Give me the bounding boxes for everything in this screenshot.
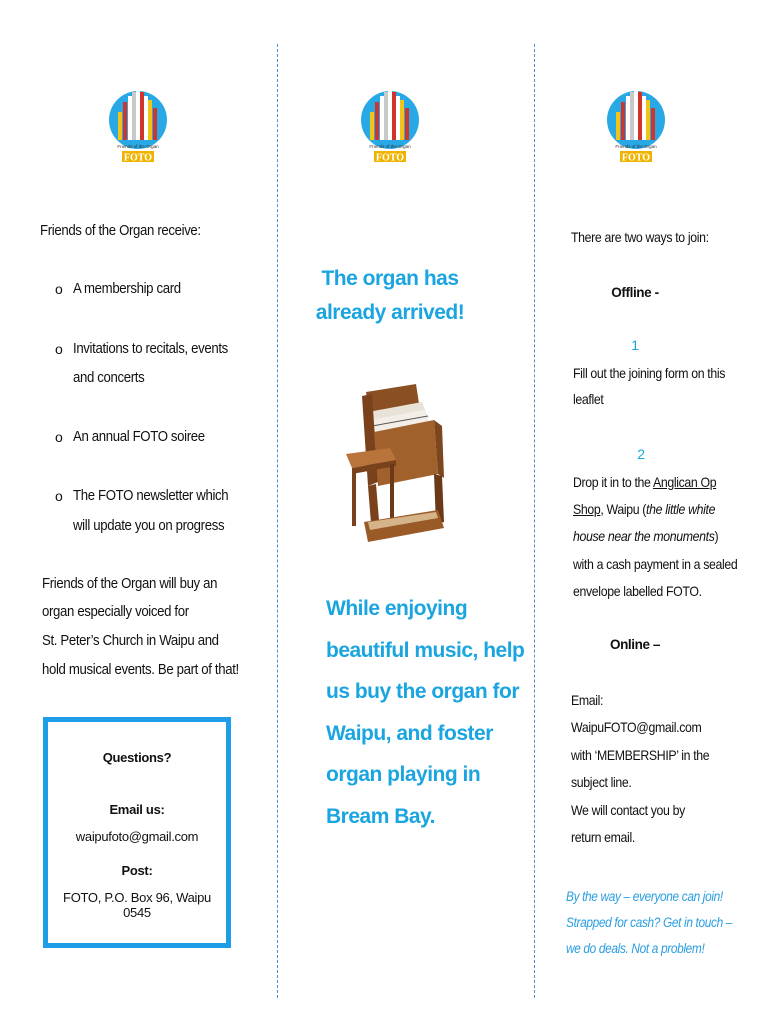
step-1-line: Fill out the joining form on this	[573, 365, 726, 381]
online-email[interactable]: WaipuFOTO@gmail.com	[571, 719, 702, 735]
benefit-item-cont: will update you on progress	[73, 517, 225, 534]
logo-name: FOTO	[123, 152, 153, 164]
op-shop-link[interactable]: Shop	[573, 501, 601, 517]
message-line: beautiful music, help	[326, 638, 525, 662]
benefits-intro: Friends of the Organ receive:	[40, 222, 201, 239]
foto-logo-graphic	[606, 88, 666, 180]
about-line: Friends of the Organ will buy an	[42, 575, 218, 592]
logo-caption: Friends of the Organ	[369, 144, 411, 149]
postal-address: FOTO, P.O. Box 96, Waipu 0545	[63, 890, 211, 920]
email-label: Email us:	[109, 802, 165, 817]
foto-logo-graphic	[108, 88, 168, 180]
online-line: Email:	[571, 692, 604, 708]
support-message	[326, 588, 526, 837]
footer-note: By the way – everyone can join!	[566, 889, 723, 904]
offline-label: Offline -	[611, 285, 659, 300]
step-2-italic: the little white	[646, 501, 716, 517]
foto-logo-left	[108, 88, 168, 180]
contact-email[interactable]: waipufoto@gmail.com	[75, 829, 199, 844]
join-intro: There are two ways to join:	[571, 229, 709, 245]
foto-logo-right	[606, 88, 666, 180]
op-shop-link[interactable]: Anglican Op	[652, 474, 717, 490]
logo-name: FOTO	[621, 152, 651, 164]
fold-line-left	[277, 44, 278, 998]
benefit-item: Invitations to recitals, events	[73, 340, 228, 357]
step-2-text: Drop it in to the	[573, 474, 653, 490]
benefit-item: The FOTO newsletter which	[73, 487, 229, 504]
online-line: subject line.	[571, 774, 632, 790]
church-organ-image	[338, 382, 448, 548]
step-2-line: envelope labelled FOTO.	[573, 583, 702, 599]
benefit-item-cont: and concerts	[73, 369, 145, 386]
step-1-line: leaflet	[573, 391, 604, 407]
message-line: organ playing in	[326, 763, 481, 786]
step-1-number: 1	[631, 337, 639, 353]
message-line: Bream Bay.	[326, 804, 436, 828]
step-2-italic: house near the monuments	[573, 528, 715, 544]
step-2-number: 2	[637, 446, 645, 462]
foto-logo-graphic	[360, 88, 420, 180]
headline-line: already arrived!	[315, 300, 465, 324]
footer-note: Strapped for cash? Get in touch –	[566, 915, 733, 930]
step-2-line: with a cash payment in a sealed	[573, 556, 738, 572]
contact-box	[43, 717, 231, 948]
step-2-line	[573, 498, 715, 522]
about-line: St. Peter’s Church in Waipu and	[42, 632, 219, 649]
message-line: Waipu, and foster	[326, 721, 493, 745]
step-2-line	[573, 471, 716, 495]
online-line: We will contact you by	[571, 802, 685, 818]
logo-name: FOTO	[375, 152, 405, 164]
footer-note: we do deals. Not a problem!	[566, 941, 705, 956]
logo-caption: Friends of the Organ	[117, 144, 159, 149]
online-label: Online –	[609, 637, 661, 652]
about-line: hold musical events. Be part of that!	[42, 661, 239, 678]
bullet-marker: o	[55, 488, 63, 504]
bullet-marker: o	[55, 341, 63, 357]
organ-arrived-headline	[300, 262, 480, 329]
benefit-item: A membership card	[73, 280, 181, 297]
questions-heading: Questions?	[102, 750, 172, 765]
benefit-item: An annual FOTO soiree	[73, 428, 205, 445]
online-line: with ‘MEMBERSHIP’ in the	[571, 747, 710, 763]
message-line: While enjoying	[326, 597, 468, 620]
message-line: us buy the organ for	[326, 680, 520, 703]
post-label: Post:	[121, 863, 153, 878]
step-2-line	[573, 525, 718, 549]
headline-line: The organ has	[321, 267, 459, 290]
bullet-marker: o	[55, 281, 63, 297]
logo-caption: Friends of the Organ	[615, 144, 657, 149]
fold-line-right	[534, 44, 535, 998]
step-2-text: , Waipu (	[600, 501, 647, 517]
bullet-marker: o	[55, 429, 63, 445]
foto-logo-middle	[360, 88, 420, 180]
about-line: organ especially voiced for	[42, 603, 189, 620]
step-2-text: )	[714, 528, 719, 544]
online-line: return email.	[571, 829, 635, 845]
